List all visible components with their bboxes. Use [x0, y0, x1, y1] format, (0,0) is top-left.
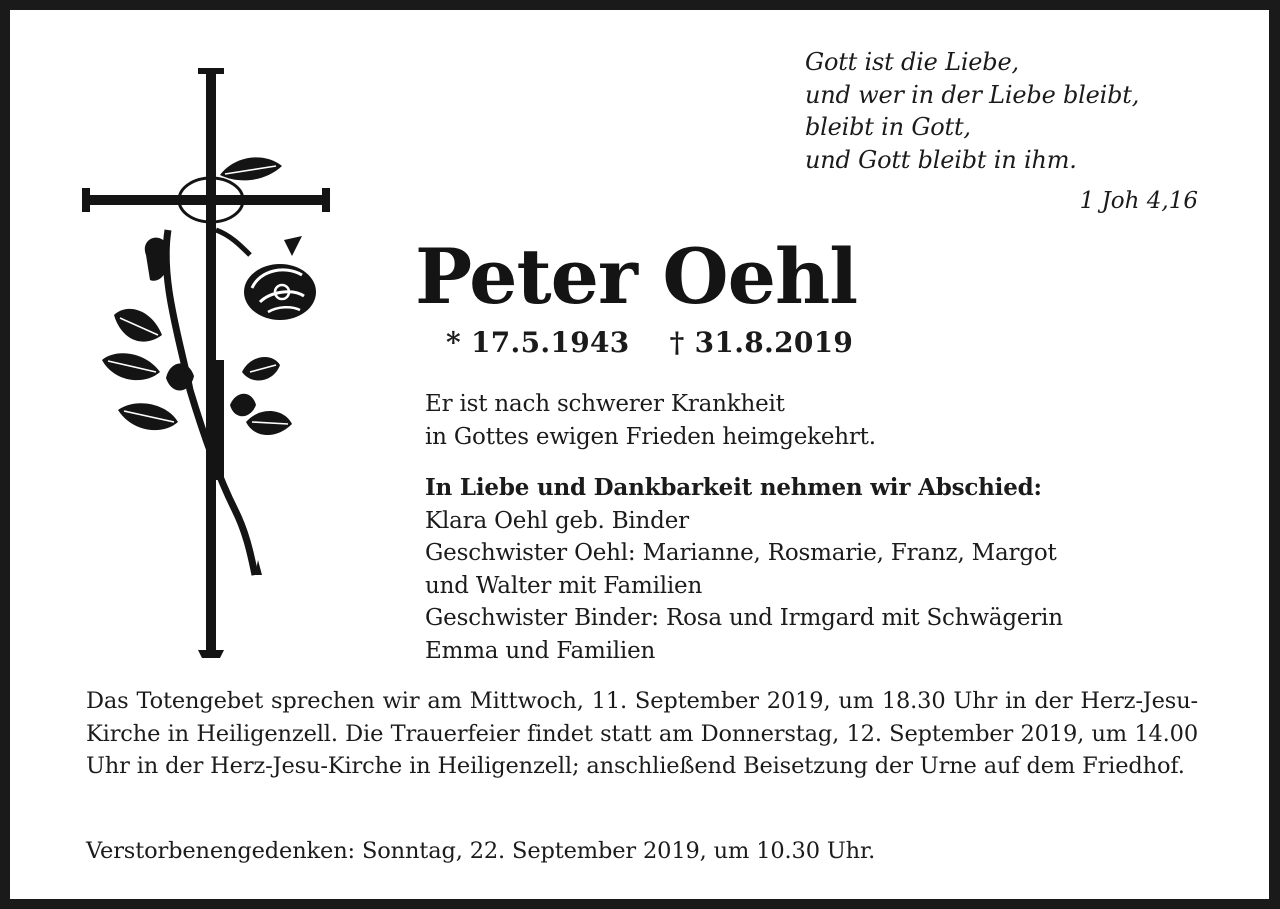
- mourner-line: Geschwister Binder: Rosa und Irmgard mit Schwägerin: [425, 605, 1063, 631]
- mourners-list: [425, 472, 1205, 667]
- mourner-line: und Walter mit Familien: [425, 572, 703, 599]
- bible-verse: [805, 46, 1205, 176]
- announcement-line: in Gottes ewigen Frieden heimgekehrt.: [425, 423, 876, 450]
- memorial-notice: Verstorbenengedenken: Sonntag, 22. September 2019, um 10.30 Uhr.: [86, 838, 876, 864]
- mourner-line: Klara Oehl geb. Binder: [425, 507, 689, 534]
- birth-date: * 17.5.1943: [446, 326, 630, 359]
- announcement-line: Er ist nach schwerer Krankheit: [425, 391, 785, 417]
- deceased-name: Peter Oehl: [415, 232, 858, 321]
- verse-line: und Gott bleibt in ihm.: [805, 145, 1077, 174]
- announcement: [425, 388, 1205, 453]
- life-dates: [446, 326, 853, 359]
- obituary-card: [10, 10, 1269, 899]
- verse-reference: 1 Joh 4,16: [1079, 188, 1198, 214]
- service-details: Das Totengebet sprechen wir am Mittwoch, 11. September 2019, um 18.30 Uhr in der Herz-Jesu-Kirche in Heiligenzell. Die Trauerfeier findet statt am Donnerstag, 12. September 2019, um 14.00 Uhr in der Herz-Jesu-Kirche in Heiligenzell; anschließend Beisetzung der Urne auf dem Friedhof.: [86, 688, 1198, 779]
- mourner-line: Emma und Familien: [425, 637, 656, 664]
- mourners-heading: In Liebe und Dankbarkeit nehmen wir Abschied:: [425, 474, 1042, 501]
- verse-line: bleibt in Gott,: [805, 113, 971, 141]
- death-date: † 31.8.2019: [669, 326, 854, 359]
- mourner-line: Geschwister Oehl: Marianne, Rosmarie, Franz, Margot: [425, 540, 1057, 566]
- verse-line: Gott ist die Liebe,: [805, 48, 1019, 76]
- cross-with-rose-icon: [70, 60, 350, 670]
- verse-line: und wer in der Liebe bleibt,: [805, 80, 1140, 109]
